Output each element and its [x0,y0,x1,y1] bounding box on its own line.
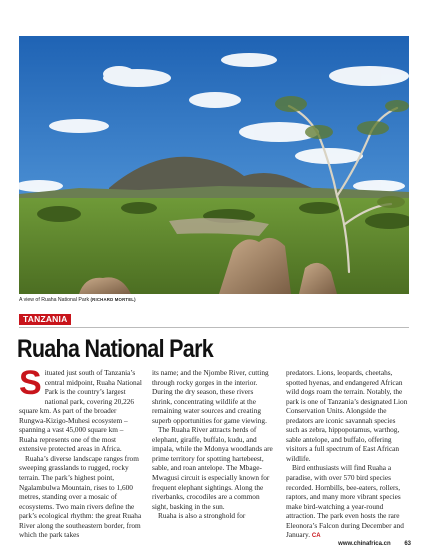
page-footer [338,541,411,547]
hero-photo [19,36,409,294]
article-column-1 [19,364,142,540]
dropcap: S [19,364,42,402]
section-tag: TANZANIA [19,314,71,325]
section-divider [19,327,409,328]
article-paragraph-2a: Ruaha’s diverse landscape ranges from sweeping grasslands to rugged, rocky terrain. The park’s highest point, Ngalambulwa Mountain, rises to 1,600 metres, standing over a mosaic of ecosystems. Two main rivers define the park’s ecological rhythm: the great Ruaha River along the southeastern border, from which the park takes [19,453,142,540]
article-paragraph-1: Situated just south of Tanzania’s central midpoint, Ruaha National Park is the country’s largest national park, covering 20,226 square km. As part of the broader Rungwa-Kizigo-Muhesi ecosystem – spanning a vast 45,000 square km – Ruaha represents one of the most extensive protected areas in Africa. [19,364,142,454]
landscape-illustration [19,36,409,294]
page-number: 63 [404,541,411,547]
footer-url[interactable]: www.chinafrica.cn [338,541,391,547]
article-paragraph-4a: Ruaha is also a stronghold for [158,511,246,521]
end-mark: CA [311,533,321,540]
article-paragraph-5: Bird enthusiasts will find Ruaha a paradise, with over 570 bird species recorded. Hornbills, bee-eaters, rollers, raptors, and many more vibrant species make bird-watching a year-round attraction. The park even hosts the rare Eleonora’s Falcon during December and January. CA [286,463,404,540]
article-paragraph-4b: predators. Lions, leopards, cheetahs, spotted hyenas, and endangered African wild dogs roam the terrain. Notably, the park is one of Tanzania’s designated Lion Conservation Units. Alongside the predators are iconic savannah species such as zebra, hippopotamus, warthog, sable antelope, and buffalo, offering visitors a full spectrum of East African wildlife. [286,368,408,463]
article-title: Ruaha National Park [17,335,214,363]
caption-text: A view of Ruaha National Park [19,297,90,303]
photo-caption [19,297,409,303]
article-paragraph-2b: its name; and the Njombe River, cutting through rocky gorges in the interior. During the dry season, these rivers shrink, concentrating wildlife at the remaining water sources and creating superb opportunities for game viewing. [152,368,269,425]
article-column-2 [152,368,275,521]
article-column-3 [286,368,409,542]
article-paragraph-3: The Ruaha River attracts herds of elephant, giraffe, buffalo, kudu, and impala, while the Mdonya woodlands are prime territory for spotting hartebeest, sable, and roan antelope. The Mbage-Mwagusi circuit is especially known for frequent elephant sightings. Along the riverbanks, crocodiles are a common sight, basking in the sun. [152,425,273,511]
caption-credit: (RICHARD MORTEL) [90,297,136,302]
